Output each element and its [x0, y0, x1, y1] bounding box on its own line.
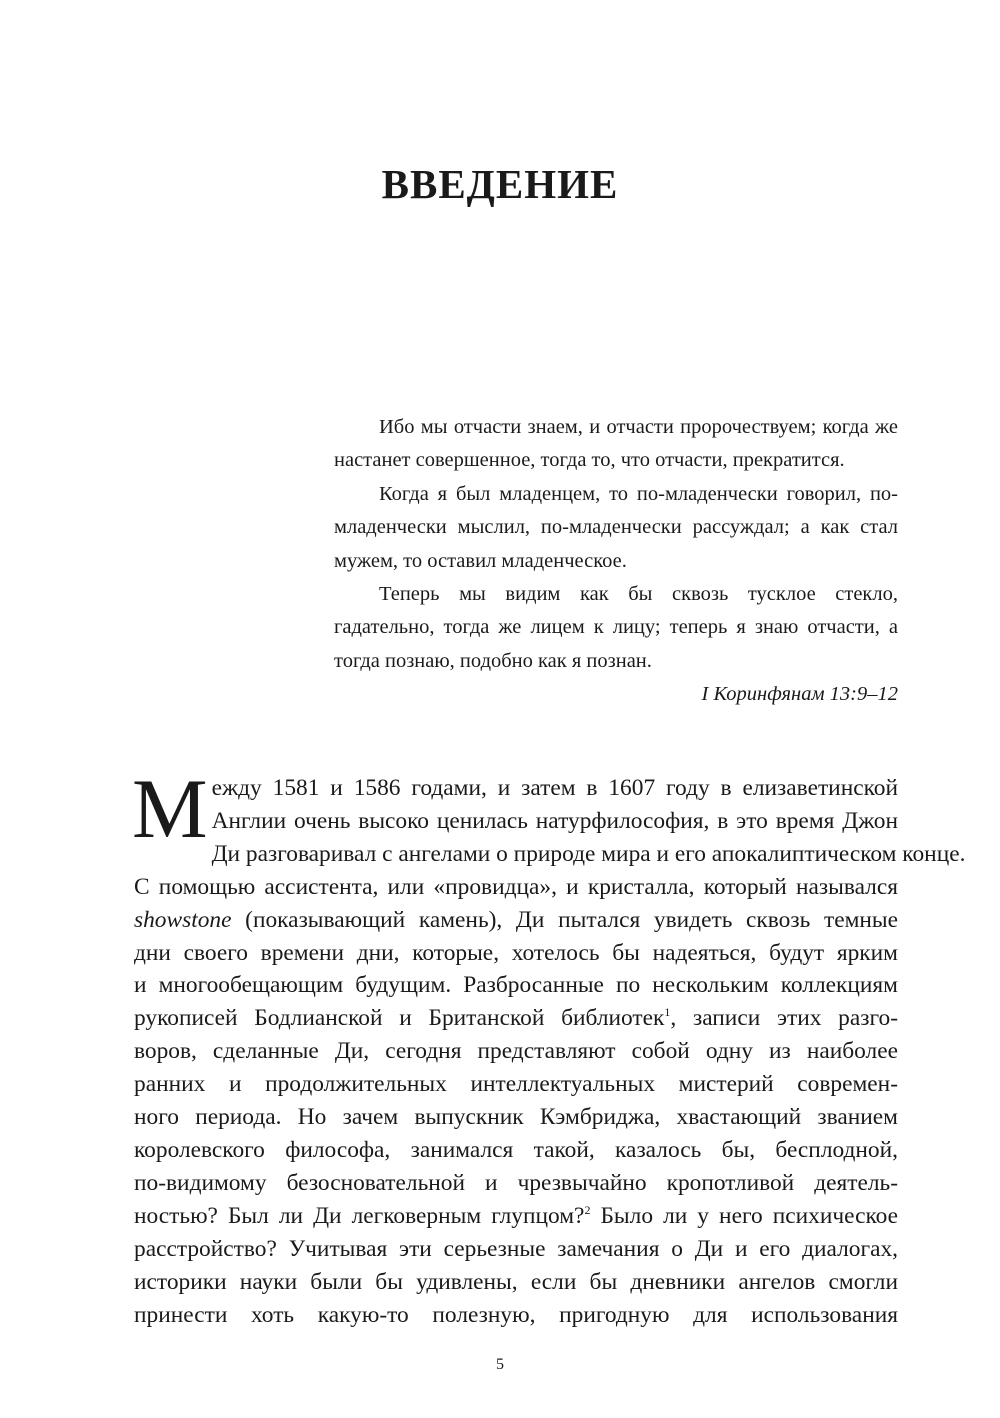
body-line-15: расстройство? Учитывая эти серьезные замечания о Ди и его диалогах, — [134, 1235, 898, 1262]
body-line-8 — [134, 1002, 898, 1035]
body-line-12: королевского философа, занимался такой, казалось бы, бесплодной, — [134, 1136, 898, 1163]
body-line-16: историки науки были бы удивлены, если бы дневники ангелов смогли — [134, 1268, 898, 1295]
body-paragraph — [132, 762, 966, 1331]
drop-cap: М — [132, 762, 208, 856]
body-line-1: ежду 1581 и 1586 годами, и затем в 1607 году в елизаветинской — [211, 775, 898, 801]
body-line-14 — [134, 1200, 898, 1233]
body-line-9: воров, сделанные Ди, сегодня представляют собой одну из наиболее — [134, 1038, 898, 1065]
body-line-10: ранних и продолжительных интеллектуальных мистерий современ- — [134, 1071, 898, 1098]
epigraph-paragraph-3: Теперь мы видим как бы сквозь тусклое стекло, гадательно, тогда же лицем к лицу; теперь я знаю отчасти, а тогда познаю, подобно как я познан. — [334, 583, 898, 672]
body-line-5-rest: (показывающий камень), Ди пытался увидеть сквозь темные — [245, 906, 898, 933]
body-line-8-end: , записи этих разго- — [670, 1005, 898, 1032]
chapter-title: ВВЕДЕНИЕ — [381, 161, 619, 207]
epigraph-paragraph-1: Ибо мы отчасти знаем, и отчасти пророчествуем; когда же настанет совершенное, тогда то, что отчасти, прекратится. — [334, 416, 898, 472]
body-line-17: принести хоть какую-то полезную, пригодную для использования — [134, 1301, 898, 1328]
body-line-5 — [134, 904, 898, 937]
body-line-2: Англии очень высоко ценилась натурфилософия, в это время Джон — [211, 807, 898, 834]
showstone-term: showstone — [134, 906, 232, 933]
footnote-ref-2[interactable]: 2 — [584, 1202, 591, 1217]
body-line-6: дни своего времени дни, которые, хотелось бы надеяться, будут ярким — [134, 939, 898, 966]
epigraph — [334, 411, 898, 712]
body-line-8-start: рукописей Бодлианской и Британской библиотек — [134, 1005, 665, 1032]
body-line-11: ного периода. Но зачем выпускник Кэмбриджа, хвастающий званием — [134, 1104, 898, 1131]
epigraph-source: I Коринфянам 13:9–12 — [701, 683, 898, 706]
body-line-7: и многообещающим будущим. Разбросанные по нескольким коллекциям — [134, 972, 898, 999]
body-line-14-start: ностью? Был ли Ди легковерным глупцом? — [134, 1202, 585, 1229]
footnote-ref-1[interactable]: 1 — [664, 1005, 671, 1020]
body-line-4: С помощью ассистента, или «провидца», и кристалла, который назывался — [134, 873, 898, 900]
body-line-13: по-видимому безосновательной и чрезвычайно кропотливой деятель- — [134, 1169, 898, 1196]
page-number: 5 — [496, 1356, 504, 1373]
body-line-3: Ди разговаривал с ангелами о природе мира и его апокалиптическом конце. — [211, 840, 966, 867]
epigraph-paragraph-2: Когда я был младенцем, то по-младенчески говорил, по-младенчески мыслил, по-младенчески рассуждал; а как стал мужем, то оставил младенческое. — [334, 482, 898, 572]
body-line-14-end: Было ли у него психическое — [590, 1202, 898, 1229]
